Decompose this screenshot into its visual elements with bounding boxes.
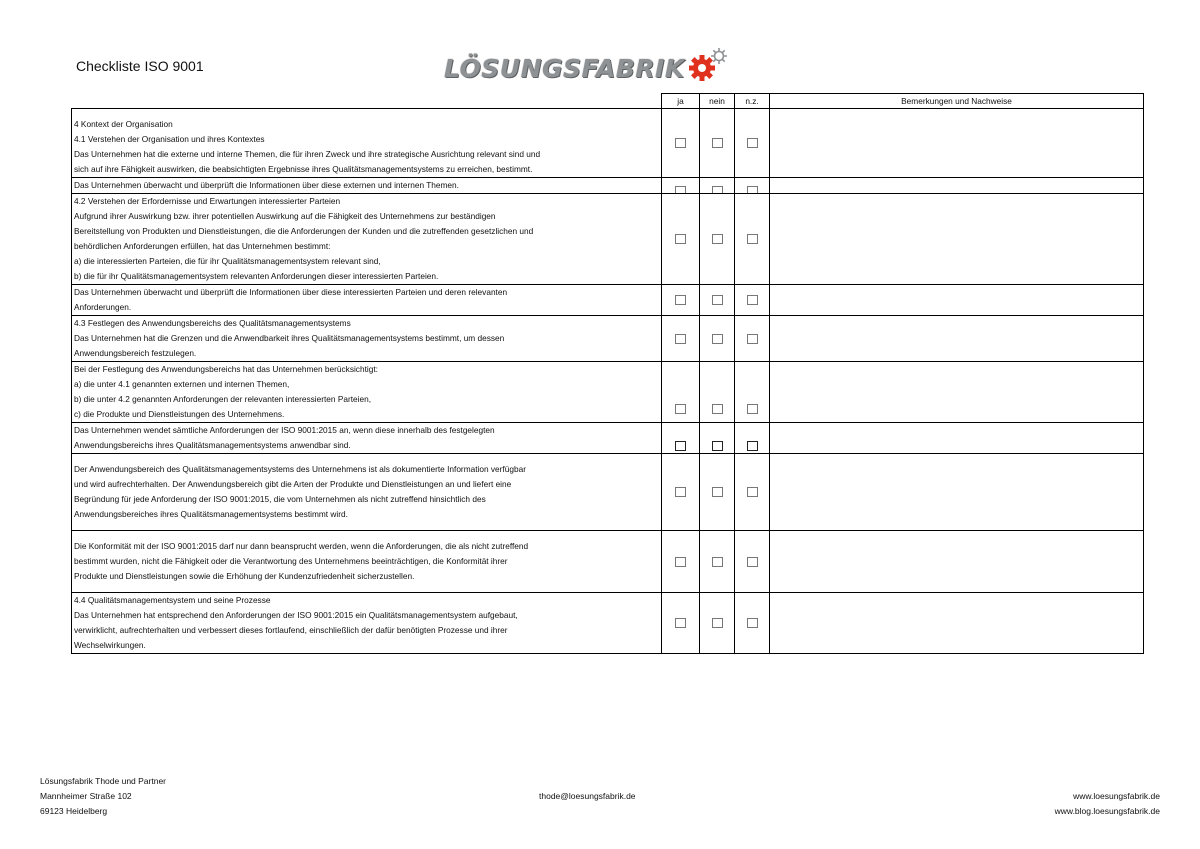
requirement-text [72, 109, 662, 178]
checkbox-nein[interactable] [712, 618, 723, 628]
text-line: Anwendungsbereichs ihres Qualitätsmanagementsystems anwendbar sind. [74, 440, 351, 450]
checkbox-ja[interactable] [675, 441, 686, 451]
checkbox-ja[interactable] [675, 295, 686, 305]
company-logo [444, 50, 729, 86]
text-line: Der Anwendungsbereich des Qualitätsmanagementsystems des Unternehmens ist als dokumentierte Information verfügbar [74, 464, 526, 474]
footer-links [1055, 789, 1160, 819]
remarks-cell[interactable] [770, 362, 1144, 423]
checkbox-nz[interactable] [747, 557, 758, 567]
text-line: Das Unternehmen wendet sämtliche Anforderungen der ISO 9001:2015 an, wenn diese innerhalb des festgelegten [74, 425, 495, 435]
text-line: Anwendungsbereich festzulegen. [74, 348, 197, 358]
checkbox-nein[interactable] [712, 557, 723, 567]
remarks-cell[interactable] [770, 454, 1144, 531]
footer-website[interactable]: www.loesungsfabrik.de [1073, 791, 1160, 801]
checkbox-nz[interactable] [747, 487, 758, 497]
checkbox-nein[interactable] [712, 138, 723, 148]
text-line: 4.2 Verstehen der Erfordernisse und Erwartungen interessierter Parteien [74, 196, 341, 206]
text-line: a) die interessierten Parteien, die für ihr Qualitätsmanagementsystem relevant sind, [74, 256, 381, 266]
footer-email[interactable]: thode@loesungsfabrik.de [539, 791, 636, 801]
checkbox-nz[interactable] [747, 295, 758, 305]
table-row [72, 178, 1144, 194]
footer-company: Lösungsfabrik Thode und Partner [40, 776, 167, 786]
table-row [72, 423, 1144, 454]
text-line: Die Konformität mit der ISO 9001:2015 darf nur dann beansprucht werden, wenn die Anforderungen, die als nicht zutreffend [74, 541, 529, 551]
checkbox-nz[interactable] [747, 138, 758, 148]
checklist-table [71, 93, 1144, 654]
requirement-text [72, 531, 662, 593]
text-line: c) die Produkte und Dienstleistungen des Unternehmens. [74, 409, 285, 419]
text-line: behördlichen Anforderungen erfüllen, hat das Unternehmen bestimmt: [74, 241, 331, 251]
checkbox-ja[interactable] [675, 557, 686, 567]
checkbox-ja[interactable] [675, 404, 686, 414]
text-line: Anforderungen. [74, 302, 132, 312]
text-line: Das Unternehmen hat entsprechend den Anforderungen der ISO 9001:2015 ein Qualitätsmanagementsystem aufgebaut, [74, 610, 518, 620]
text-line: bestimmt wurden, nicht die Fähigkeit oder die Verantwortung des Unternehmens beeinträchtigen, die Konformität ihrer [74, 556, 508, 566]
text-line: und wird aufrechterhalten. Der Anwendungsbereich gibt die Arten der Produkte und Dienstleistungen an und liefert eine [74, 479, 512, 489]
text-line: Das Unternehmen hat die Grenzen und die Anwendbarkeit ihres Qualitätsmanagementsystems bestimmt, um dessen [74, 333, 505, 343]
requirement-text [72, 454, 662, 531]
text-line: 4.4 Qualitätsmanagementsystem und seine Prozesse [74, 595, 271, 605]
checkbox-nz[interactable] [747, 186, 758, 193]
text-line: b) die für ihr Qualitätsmanagementsystem relevanten Anforderungen dieser interessierten Parteien. [74, 271, 439, 281]
checkbox-nein[interactable] [712, 334, 723, 344]
text-line: Aufgrund ihrer Auswirkung bzw. ihrer potentiellen Auswirkung auf die Fähigkeit des Unternehmens zur beständigen [74, 211, 496, 221]
column-header-nein: nein [700, 94, 735, 109]
table-row [72, 593, 1144, 654]
requirement-text [72, 285, 662, 316]
table-row [72, 531, 1144, 593]
checkbox-nein[interactable] [712, 404, 723, 414]
text-line: 4.3 Festlegen des Anwendungsbereichs des Qualitätsmanagementsystems [74, 318, 351, 328]
table-row [72, 285, 1144, 316]
text-line: sich auf ihre Fähigkeit auswirken, die beabsichtigten Ergebnisse ihres Qualitätsmanagementsystems zu erreichen, bestimmt. [74, 164, 533, 174]
checkbox-nein[interactable] [712, 234, 723, 244]
text-line: Das Unternehmen hat die externe und interne Themen, die für ihren Zweck und ihre strategische Ausrichtung relevant sind und [74, 149, 541, 159]
footer-city: 69123 Heidelberg [40, 806, 108, 816]
checkbox-nein[interactable] [712, 186, 723, 193]
checkbox-nein[interactable] [712, 487, 723, 497]
checkbox-ja[interactable] [675, 618, 686, 628]
page-title: Checkliste ISO 9001 [76, 58, 204, 74]
footer-blog[interactable]: www.blog.loesungsfabrik.de [1054, 806, 1160, 816]
footer-street: Mannheimer Straße 102 [40, 791, 132, 801]
remarks-cell[interactable] [770, 178, 1144, 194]
checkbox-nein[interactable] [712, 441, 723, 451]
text-line: Begründung für jede Anforderung der ISO 9001:2015, die vom Unternehmen als nicht zutreffend hinsichtlich des [74, 494, 486, 504]
requirement-text [72, 316, 662, 362]
checkbox-nz[interactable] [747, 404, 758, 414]
checkbox-ja[interactable] [675, 234, 686, 244]
column-header-ja: ja [662, 94, 700, 109]
text-line: Bereitstellung von Produkten und Dienstleistungen, die die Anforderungen der Kunden und die zutreffenden gesetzlichen und [74, 226, 534, 236]
text-line: verwirklicht, aufrechterhalten und verbessert dieses fortlaufend, einschließlich der dafür benötigten Prozesse und ihrer [74, 625, 508, 635]
table-row [72, 362, 1144, 423]
column-header-nz: n.z. [735, 94, 770, 109]
remarks-cell[interactable] [770, 531, 1144, 593]
checkbox-ja[interactable] [675, 186, 686, 193]
requirement-text [72, 423, 662, 454]
checkbox-ja[interactable] [675, 138, 686, 148]
requirement-text [72, 178, 662, 194]
remarks-cell[interactable] [770, 316, 1144, 362]
text-line: Wechselwirkungen. [74, 640, 146, 650]
table-row [72, 316, 1144, 362]
remarks-cell[interactable] [770, 285, 1144, 316]
checkbox-ja[interactable] [675, 334, 686, 344]
text-line: Das Unternehmen überwacht und überprüft die Informationen über diese externen und internen Themen. [74, 180, 459, 190]
text-line: Das Unternehmen überwacht und überprüft die Informationen über diese interessierten Parteien und deren relevanten [74, 287, 508, 297]
checkbox-nz[interactable] [747, 441, 758, 451]
header-blank-cell [72, 94, 662, 109]
remarks-cell[interactable] [770, 423, 1144, 454]
text-line: Produkte und Dienstleistungen sowie die Erhöhung der Kundenzufriedenheit sicherzustellen. [74, 571, 415, 581]
column-header-remarks: Bemerkungen und Nachweise [770, 94, 1144, 109]
table-row [72, 109, 1144, 178]
checkbox-nz[interactable] [747, 618, 758, 628]
footer-address [40, 774, 166, 819]
checkbox-ja[interactable] [675, 487, 686, 497]
table-row [72, 454, 1144, 531]
remarks-cell[interactable] [770, 593, 1144, 654]
checkbox-nz[interactable] [747, 234, 758, 244]
remarks-cell[interactable] [770, 109, 1144, 178]
table-row [72, 194, 1144, 285]
requirement-text [72, 194, 662, 285]
gear-icon [687, 46, 729, 82]
text-line: Bei der Festlegung des Anwendungsbereichs hat das Unternehmen berücksichtigt: [74, 364, 378, 374]
checkbox-nz[interactable] [747, 334, 758, 344]
checkbox-nein[interactable] [712, 295, 723, 305]
remarks-cell[interactable] [770, 194, 1144, 285]
text-line: 4 Kontext der Organisation [74, 119, 173, 129]
text-line: b) die unter 4.2 genannten Anforderungen der relevanten interessierten Parteien, [74, 394, 372, 404]
text-line: a) die unter 4.1 genannten externen und internen Themen, [74, 379, 290, 389]
requirement-text [72, 362, 662, 423]
text-line: Anwendungsbereiches ihres Qualitätsmanagementsystems bestimmt wird. [74, 509, 348, 519]
text-line: 4.1 Verstehen der Organisation und ihres Kontextes [74, 134, 265, 144]
logo-text: LÖSUNGSFABRIK [444, 53, 685, 83]
requirement-text [72, 593, 662, 654]
table-header-row [72, 94, 1144, 109]
